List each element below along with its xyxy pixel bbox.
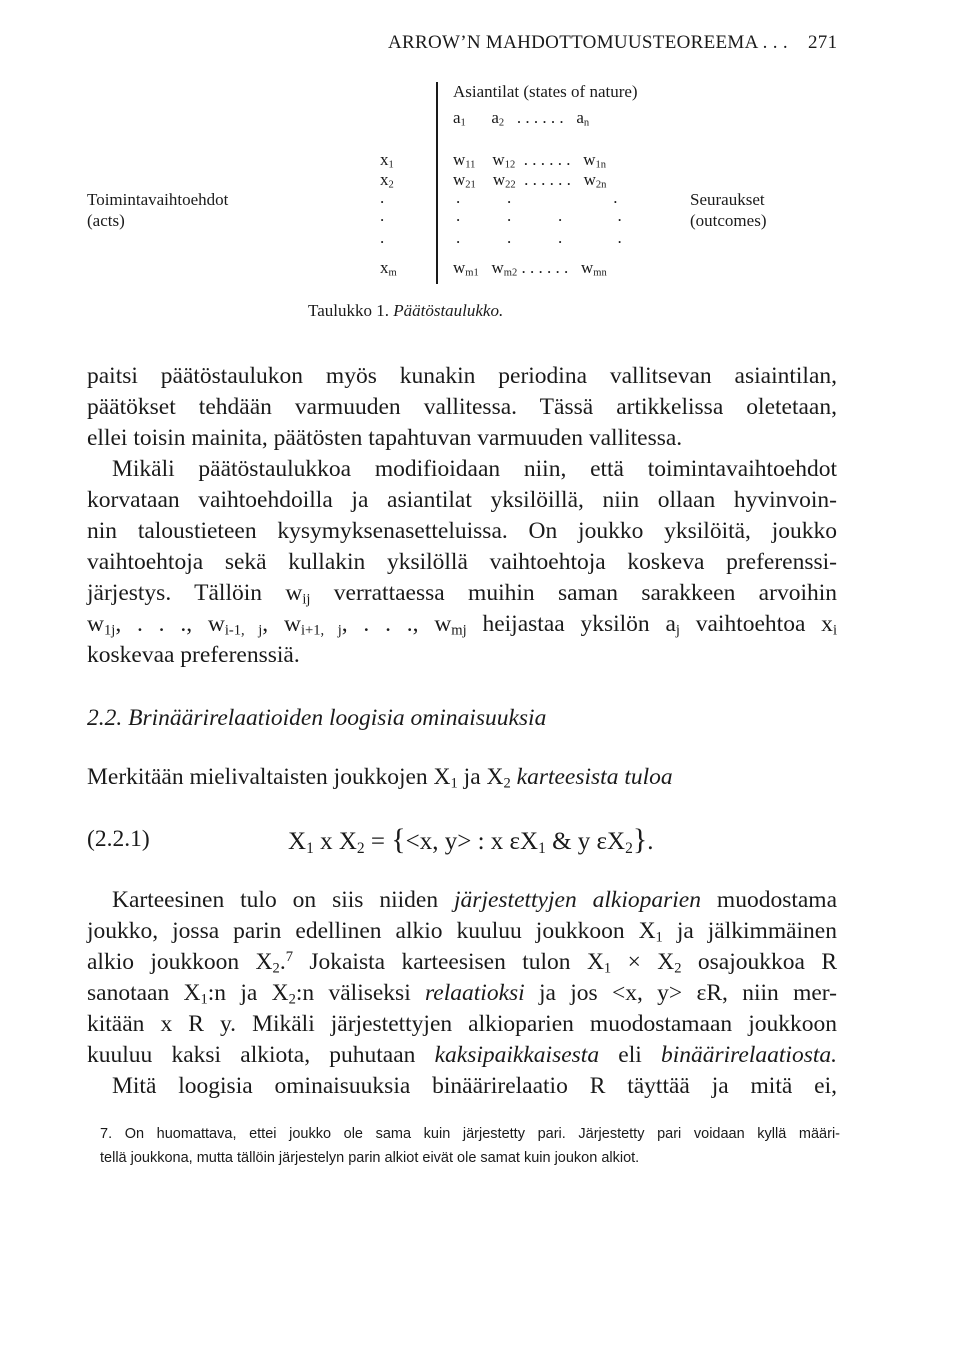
table-row: . . . . bbox=[456, 206, 622, 225]
text-line: kuuluu kaksi alkiota, puhutaan kaksipaikkaisesta eli binäärirelaatiosta. bbox=[87, 1042, 837, 1068]
table-col-heads: $a_1$ $a_2$ . . . . . . $a_n$ bbox=[453, 108, 590, 129]
running-title: ARROW’N MAHDOTTOMUUSTEOREEMA . . . bbox=[388, 32, 788, 53]
text-line: joukko, jossa parin edellinen alkio kuuluu joukkoon $X_1$ ja jälkimmäinen bbox=[87, 918, 837, 946]
text-line: järjestys. Tällöin $w_{ij}$ verrattaessa muihin saman sarakkeen arvoihin bbox=[87, 580, 837, 608]
text-line: korvataan vaihtoehdoilla ja asiantilat yksilöillä, niin ollaan hyvinvoin- bbox=[87, 487, 837, 513]
row-label: $x_1$ bbox=[380, 150, 394, 171]
row-label: . bbox=[380, 228, 385, 247]
outcomes-sublabel: (outcomes) bbox=[690, 211, 767, 230]
text-line: Karteesinen tulo on siis niiden järjestettyjen alkioparien muodostama bbox=[112, 887, 838, 913]
text-line: Mitä loogisia ominaisuuksia binäärirelaatio R täyttää ja mitä ei, bbox=[112, 1073, 837, 1099]
text-line: alkio joukkoon $X_2.^7$ Jokaista karteesisen tulon $X_1 \times X_2$ osajoukkoa R bbox=[87, 949, 837, 977]
acts-label: Toimintavaihtoehdot bbox=[87, 190, 229, 209]
table-caption: Taulukko 1. Päätöstaulukko. bbox=[308, 301, 504, 320]
row-label: $x_m$ bbox=[380, 258, 397, 279]
paragraph-1 bbox=[87, 361, 837, 454]
text-line: sanotaan $X_1:n$ ja $X_2:n$ väliseksi relaatioksi ja jos <x, y> εR, niin mer- bbox=[87, 980, 837, 1008]
text-line: paitsi päätöstaulukon myös kunakin periodina vallitsevan asiaintilan, bbox=[87, 363, 837, 389]
text-line: koskevaa preferenssiä. bbox=[87, 642, 300, 668]
italic-term: karteesista tuloa bbox=[516, 764, 673, 790]
table-divider bbox=[436, 82, 438, 284]
text-line: $w_{1j}$, . . ., $w_{i-1, j}$, $w_{i+1, j}$, . . ., $w_{mj}$ heijastaa yksilön $a_j$ vaihtoehtoa $x_i$ bbox=[87, 611, 837, 639]
table-row: $w_{11}$ $w_{12}$ . . . . . . $w_{1n}$ bbox=[453, 150, 607, 171]
footnote-line: 7. On huomattava, ettei joukko ole sama kuin järjestetty pari. Järjestetty pari voidaan kyllä määri- bbox=[100, 1126, 840, 1142]
row-label: . bbox=[380, 188, 385, 207]
table-row: $w_{21}$ $w_{22}$ . . . . . . $w_{2n}$ bbox=[453, 170, 607, 191]
section-number: 2.2. bbox=[87, 705, 123, 731]
paragraph-3: Merkitään mielivaltaisten joukkojen $X_1$ ja $X_2$ karteesista tuloa bbox=[87, 764, 673, 792]
table-row: $w_{m1}$ $w_{m2}$ . . . . . . $w_{mn}$ bbox=[453, 258, 607, 279]
text-line: Mikäli päätöstaulukkoa modifioidaan niin, että toimintavaihtoehdot bbox=[112, 456, 837, 482]
outcomes-label: Seuraukset bbox=[690, 190, 765, 209]
section-title: Brinäärirelaatioiden loogisia ominaisuuksia bbox=[128, 705, 547, 731]
table-row: . . . . bbox=[456, 228, 622, 247]
table-row: . . . bbox=[456, 188, 618, 207]
row-label: $x_2$ bbox=[380, 170, 394, 191]
page-number: 271 bbox=[808, 32, 838, 53]
equation-label: (2.2.1) bbox=[87, 826, 150, 852]
table-top-label: Asiantilat (states of nature) bbox=[453, 82, 638, 101]
text-line: ellei toisin mainita, päätösten tapahtuvan varmuuden vallitessa. bbox=[87, 425, 683, 451]
text-line: kitään x R y. Mikäli järjestettyjen alkioparien muodostamaan joukkoon bbox=[87, 1011, 837, 1037]
paragraph-4 bbox=[87, 885, 837, 1102]
paragraph-2 bbox=[87, 454, 837, 671]
section-heading bbox=[87, 705, 546, 732]
equation: $X_1$ x $X_2 = \{<x$, y> : x $\varepsilon X_1$ & y $\varepsilon X_2$}. bbox=[288, 823, 654, 857]
row-label: . bbox=[380, 206, 385, 225]
footnote bbox=[100, 1122, 840, 1170]
text-line: päätökset tehdään varmuuden vallitessa. Tässä artikkelissa oletetaan, bbox=[87, 394, 837, 420]
footnote-line: tellä joukkona, mutta tällöin järjestelyn parin alkiot eivät ole samat kuin joukon alkiot. bbox=[100, 1150, 640, 1166]
text-line: vaihtoehtoja sekä kullakin yksilöllä vaihtoehtoja koskeva preferenssi- bbox=[87, 549, 837, 575]
text-line: nin taloustieteen kysymyksenasetteluissa. On joukko yksilöitä, joukko bbox=[87, 518, 837, 544]
acts-sublabel: (acts) bbox=[87, 211, 125, 230]
